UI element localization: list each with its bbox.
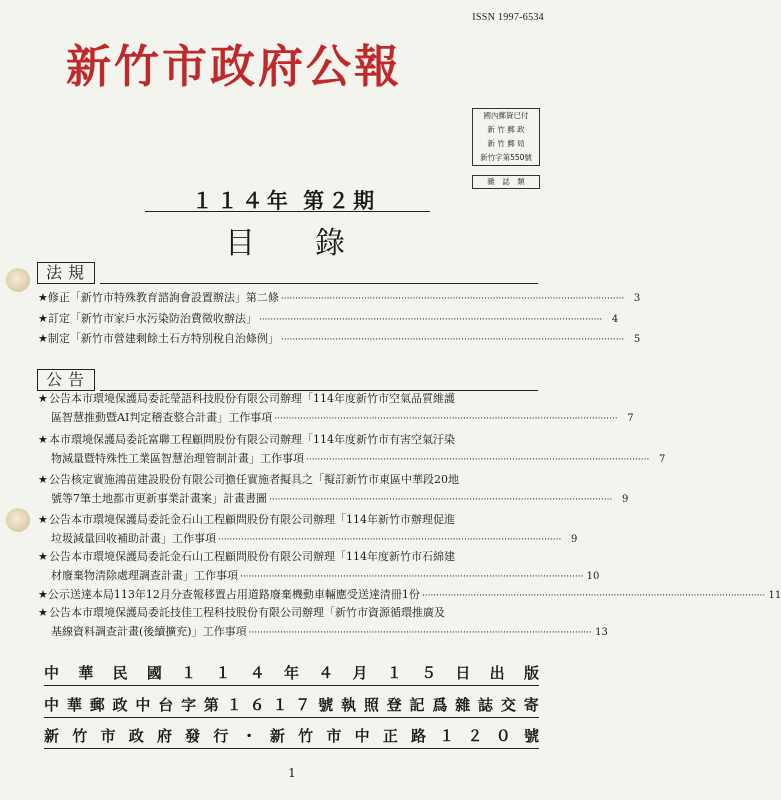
postage-line: 新 竹 郵 局 xyxy=(487,139,525,148)
leader-dots: ························································································································ xyxy=(280,294,625,304)
star-icon: ★ xyxy=(38,473,48,486)
toc-entry-title: 材廢棄物清除處理調查計畫」工作事項 xyxy=(51,569,238,582)
toc-entry-title: 公告本市環境保護局委託瑩語科技股份有限公司辦理「114年度新竹市空氣品質維護 xyxy=(49,392,455,405)
issue-divider xyxy=(145,211,430,212)
toc-entry[interactable] xyxy=(38,309,619,330)
star-icon: ★ xyxy=(38,392,48,405)
postage-line: 新 竹 郵 政 xyxy=(487,125,525,134)
toc-entry-title: 公告核定實施鴻苗建設股份有限公司擔任實施者擬具之「擬訂新竹市東區中華段20地 xyxy=(49,473,459,486)
toc-entry-title: 區智慧推動暨AI判定稽查整合計畫」工作事項 xyxy=(51,411,273,424)
page-number: 1 xyxy=(288,766,296,780)
star-icon: ★ xyxy=(38,291,48,304)
toc-entry-title: 訂定「新竹市家戶水污染防治費徵收辦法」 xyxy=(47,312,257,325)
star-icon: ★ xyxy=(38,588,48,601)
toc-page-number: 11 xyxy=(768,590,781,601)
binder-hole xyxy=(6,268,30,292)
leader-dots: ························································································································ xyxy=(274,414,618,424)
star-icon: ★ xyxy=(38,312,48,325)
magazine-category: 雜 誌 類 xyxy=(472,175,540,189)
toc-entry-title: 公告本市環境保護局委託金石山工程顧問股份有限公司辦理「114年度新竹市石綿建 xyxy=(49,550,455,563)
toc-entry[interactable] xyxy=(38,430,666,470)
toc-entry-title: 修正「新竹市特殊教育諮詢會設置辦法」第二條 xyxy=(47,291,279,304)
postal-license: 中 華 郵 政 中 台 字 第 １ ６ １ ７ 號 執 照 登 記 爲 雜 誌 交 寄 xyxy=(44,693,539,718)
leader-dots: ························································································································ xyxy=(306,455,650,465)
binder-hole xyxy=(6,508,30,532)
toc-page-number: 5 xyxy=(633,334,641,345)
gazette-title: 新竹市政府公報 xyxy=(66,40,403,93)
toc-entry[interactable] xyxy=(38,389,634,429)
section-heading: 公告 xyxy=(37,369,95,391)
toc-entry[interactable] xyxy=(38,329,641,350)
toc-page-number: 4 xyxy=(611,314,619,325)
toc-entry-title: 本市環境保護局委託富聯工程顧問股份有限公司辦理「114年度新竹市有害空氣汙染 xyxy=(49,433,455,446)
toc-page-number: 3 xyxy=(633,293,641,304)
section-heading: 法規 xyxy=(37,262,95,284)
leader-dots: ························································································································ xyxy=(280,335,625,345)
toc-entry[interactable] xyxy=(38,288,641,309)
toc-entry-title: 垃圾減量回收補助計畫」工作事項 xyxy=(51,532,216,545)
toc-entry-title: 公告本市環境保護局委託金石山工程顧問股份有限公司辦理「114年新竹市辦理促進 xyxy=(49,513,455,526)
issue-number: １１４年 第２期 xyxy=(191,188,379,213)
star-icon: ★ xyxy=(38,550,48,563)
postage-line: 新竹字第550號 xyxy=(480,153,532,162)
leader-dots: ························································································································ xyxy=(248,628,592,638)
toc-entry-title: 公示送達本局113年12月分查報移置占用道路廢棄機動車輛應受送達清冊1份 xyxy=(47,588,420,601)
toc-entry[interactable] xyxy=(38,470,629,510)
issn-number: ISSN 1997-6534 xyxy=(472,12,544,23)
toc-entry-title: 公告本市環境保護局委託技佳工程科技股份有限公司辦理「新竹市資源循環推廣及 xyxy=(49,606,445,619)
leader-dots: ························································································································ xyxy=(421,591,766,601)
leader-dots: ························································································································ xyxy=(218,535,562,545)
toc-page-number: 7 xyxy=(627,413,634,424)
toc-page-number: 9 xyxy=(621,494,629,505)
postage-box xyxy=(472,108,540,166)
star-icon: ★ xyxy=(38,606,48,619)
toc-entry[interactable] xyxy=(38,603,608,643)
toc-page-number: 10 xyxy=(586,571,600,582)
publication-date: 中 華 民 國 １ １ ４ 年 ４ 月 １ ５ 日 出 版 xyxy=(44,661,539,686)
publisher-address: 新 竹 市 政 府 發 行 ・ 新 竹 市 中 正 路 １ ２ ０ 號 xyxy=(44,724,539,749)
leader-dots: ························································································································ xyxy=(258,315,603,325)
postage-line: 國內郵資已付 xyxy=(483,111,529,120)
toc-entry-title: 物減量暨特殊性工業區智慧治理管制計畫」工作事項 xyxy=(51,452,304,465)
star-icon: ★ xyxy=(38,433,48,446)
toc-page-number: 7 xyxy=(658,454,666,465)
toc-page-number: 9 xyxy=(570,534,578,545)
section-rule xyxy=(100,283,538,284)
star-icon: ★ xyxy=(38,332,48,345)
toc-entry[interactable] xyxy=(38,510,578,550)
toc-page-number: 13 xyxy=(595,627,608,638)
leader-dots: ························································································································ xyxy=(269,495,613,505)
toc-entry-title: 號等7筆土地都市更新事業計畫案」計畫書圖 xyxy=(51,492,267,505)
star-icon: ★ xyxy=(38,513,48,526)
toc-entry-title: 基線資料調查計畫(後續擴充)」工作事項 xyxy=(51,625,247,638)
toc-entry[interactable] xyxy=(38,547,600,587)
leader-dots: ························································································································ xyxy=(240,572,584,582)
toc-entry-title: 制定「新竹市營建剩餘土石方特別稅自治條例」 xyxy=(47,332,279,345)
toc-title: 目錄 xyxy=(225,226,405,261)
